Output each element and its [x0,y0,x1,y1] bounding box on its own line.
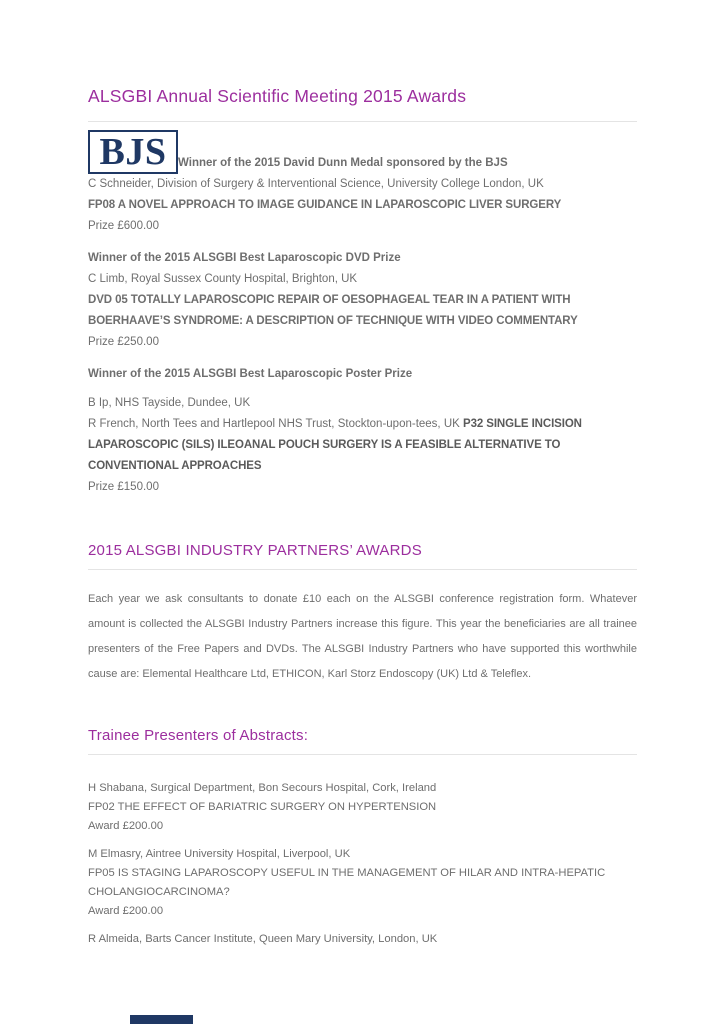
trainee-abstract-title: FP05 IS STAGING LAPAROSCOPY USEFUL IN THE MANAGEMENT OF HILAR AND INTRA-HEPATIC CHOLANGIOCARCINOMA? [88,867,606,898]
trainee-name-line: H Shabana, Surgical Department, Bon Secours Hospital, Cork, Ireland [88,782,437,794]
article-content [88,86,637,958]
trainee-entry [88,779,637,836]
page-title: ALSGBI Annual Scientific Meeting 2015 Awards [88,86,467,106]
trainee-name-line: R Almeida, Barts Cancer Institute, Queen Mary University, London, UK [88,933,438,945]
award-recipient-and-title [88,414,637,477]
trainee-entry [88,845,637,921]
trainee-name-line: M Elmasry, Aintree University Hospital, Liverpool, UK [88,848,351,860]
industry-partners-paragraph: Each year we ask consultants to donate £10 each on the ALSGBI conference registration form. Whatever amount is collected the ALSGBI Industry Partners increase this figure. This year the beneficiaries are all trainee presenters of the Free Papers and DVDs. The ALSGBI Industry Partners who have supported this worthwhile cause are: Elemental Healthcare Ltd, ETHICON, Karl Storz Endoscopy (UK) Ltd & Teleflex. [88,593,637,680]
trainee-entries-list [88,779,637,949]
award-recipient: C Limb, Royal Sussex County Hospital, Brighton, UK [88,273,358,285]
trainee-entry [88,930,637,949]
award-entry-dvd-prize [88,248,637,353]
trainee-presenters-section [88,727,637,949]
award-winner-heading: Winner of the 2015 ALSGBI Best Laparoscopic Poster Prize [88,368,413,380]
award-paper-title: DVD 05 TOTALLY LAPAROSCOPIC REPAIR OF OESOPHAGEAL TEAR IN A PATIENT WITH BOERHAAVE’S SYNDROME: A DESCRIPTION OF TECHNIQUE WITH VIDEO COMMENTARY [88,294,578,327]
industry-partners-section [88,542,637,687]
trainee-presenters-divider [88,754,637,755]
partial-logo-image [130,1015,193,1024]
award-paper-title: P32 SINGLE INCISION LAPAROSCOPIC (SILS) ILEOANAL POUCH SURGERY IS A FEASIBLE ALTERNATIVE TO CONVENTIONAL APPROACHES [88,418,582,472]
award-recipient: C Schneider, Division of Surgery & Interventional Science, University College London, UK [88,178,544,190]
title-divider [88,121,637,122]
trainee-award-amount: Award £200.00 [88,905,164,917]
industry-partners-divider [88,569,637,570]
trainee-abstract-title: FP02 THE EFFECT OF BARIATRIC SURGERY ON HYPERTENSION [88,801,437,813]
trainee-presenters-heading: Trainee Presenters of Abstracts: [88,727,309,744]
award-recipient: B Ip, NHS Tayside, Dundee, UK [88,397,251,409]
award-winner-heading: Winner of the 2015 David Dunn Medal sponsored by the BJS [178,157,508,169]
awards-list [88,130,637,498]
award-winner-heading: Winner of the 2015 ALSGBI Best Laparoscopic DVD Prize [88,252,401,264]
award-prize-amount: Prize £250.00 [88,336,159,348]
bjs-logo-image [88,130,178,174]
award-recipient-text: R French, North Tees and Hartlepool NHS Trust, Stockton-upon-tees, UK [88,418,463,430]
award-paper-title: FP08 A NOVEL APPROACH TO IMAGE GUIDANCE IN LAPAROSCOPIC LIVER SURGERY [88,199,562,211]
award-entry-poster-prize [88,364,637,498]
award-entry-david-dunn [88,130,637,237]
bjs-logo-row [88,130,637,174]
award-prize-amount: Prize £600.00 [88,220,159,232]
award-prize-amount: Prize £150.00 [88,481,159,493]
industry-partners-heading: 2015 ALSGBI INDUSTRY PARTNERS’ AWARDS [88,542,422,559]
trainee-award-amount: Award £200.00 [88,820,164,832]
bjs-logo-text: BJS [99,131,167,173]
